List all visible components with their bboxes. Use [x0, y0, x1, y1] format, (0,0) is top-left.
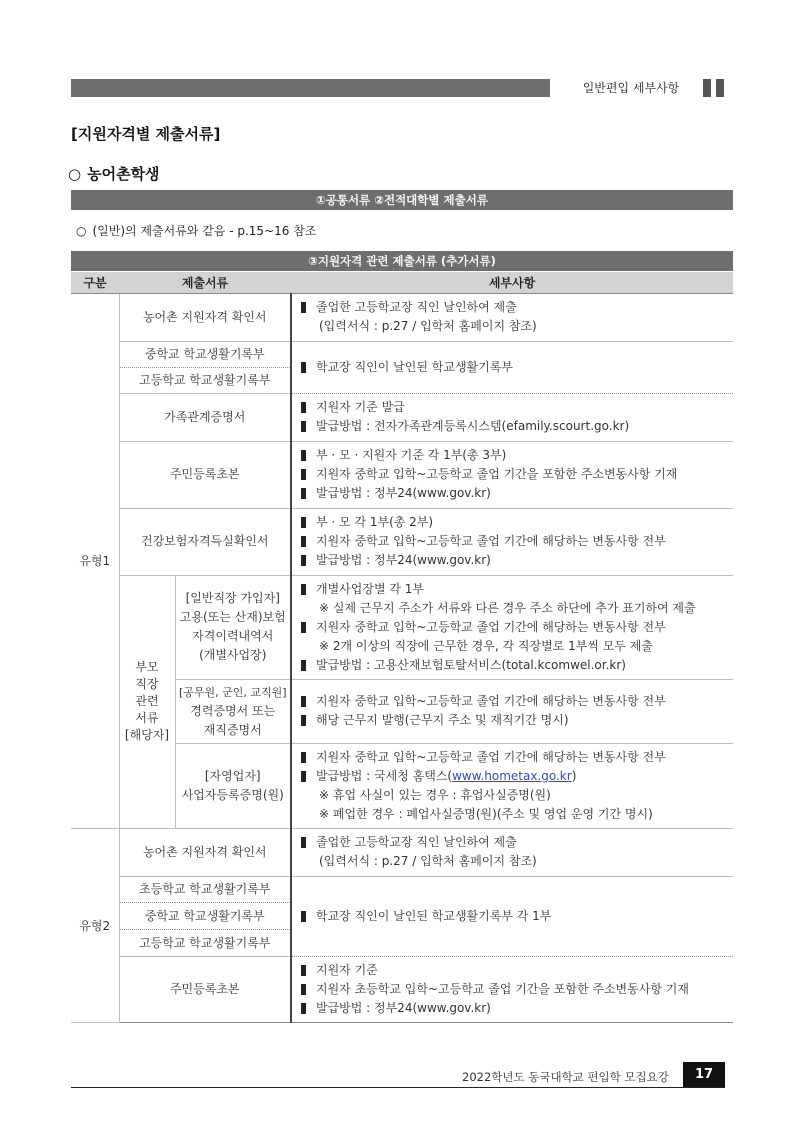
detail-cell: 지원자 기준 발급 발급방법 : 전자가족관계등록시스템(efamily.scourt.go.kr)	[291, 393, 733, 441]
table-row	[71, 393, 733, 441]
table-row	[71, 575, 733, 679]
detail-cell: 지원자 기준 지원자 초등학교 입학~고등학교 졸업 기간을 포함한 주소변동사항 기재 발급방법 : 정부24(www.gov.kr)	[291, 957, 733, 1023]
bullet-icon	[301, 752, 306, 763]
hometax-link[interactable]: www.hometax.go.kr	[452, 768, 572, 783]
detail-cell: 부 · 모 각 1부(총 2부) 지원자 중학교 입학~고등학교 졸업 기간에 해당하는 변동사항 전부 발급방법 : 정부24(www.gov.kr)	[291, 508, 733, 575]
bullet-icon	[301, 488, 306, 499]
bullet-icon	[301, 965, 306, 976]
table-row	[71, 441, 733, 508]
bullet-icon	[301, 302, 306, 313]
table-header-row	[71, 272, 733, 293]
doc-cell: 중학교 학교생활기록부	[119, 903, 291, 930]
circle-marker-icon: ○	[68, 165, 82, 183]
detail-cell: 지원자 중학교 입학~고등학교 졸업 기간에 해당하는 변동사항 전부 해당 근무지 발행(근무지 주소 및 재직기간 명시)	[291, 679, 733, 743]
detail-cell: 지원자 중학교 입학~고등학교 졸업 기간에 해당하는 변동사항 전부 발급방법 : 국세청 홈택스(www.hometax.go.kr) ※ 휴업 사실이 있는 경우 : 휴업사실증명(원) ※ 폐업한 경우 : 폐업사실증명(원)(주소 및 영업 운영 기간 명시)	[291, 743, 733, 828]
header-bar	[71, 79, 725, 97]
extra-docs-bar: ③지원자격 관련 제출서류 (추가서류)	[71, 251, 733, 271]
bullet-icon	[301, 771, 306, 782]
bullet-icon	[301, 555, 306, 566]
doc-cell: [자영업자] 사업자등록증명(원)	[175, 743, 291, 828]
table-row	[71, 508, 733, 575]
bullet-icon	[301, 517, 306, 528]
header-gubun: 구분	[71, 272, 119, 293]
bullet-icon	[301, 911, 306, 922]
table-row	[71, 957, 733, 1023]
table-row	[71, 877, 733, 903]
note-line	[76, 222, 316, 239]
header-dark-strip	[71, 79, 550, 97]
bullet-icon	[301, 402, 306, 413]
header-docs: 제출서류	[119, 272, 291, 293]
detail-cell: 부 · 모 · 지원자 기준 각 1부(총 3부) 지원자 중학교 입학~고등학교 졸업 기간을 포함한 주소변동사항 기재 발급방법 : 정부24(www.gov.kr)	[291, 441, 733, 508]
doc-cell: 고등학교 학교생활기록부	[119, 930, 291, 957]
parent-job-docs-label: 부모 직장 관련 서류 [해당자]	[119, 575, 175, 829]
footer-divider	[71, 1087, 725, 1088]
bullet-icon	[301, 536, 306, 547]
detail-cell: 개별사업장별 각 1부 ※ 실제 근무지 주소가 서류와 다른 경우 주소 하단에 추가 표기하여 제출 지원자 중학교 입학~고등학교 졸업 기간에 해당하는 변동사항 전부 ※ 2개 이상의 직장에 근무한 경우, 각 직장별로 1부씩 모두 제출 발급방법 : 고용산재보험토탈서비스(total.kcomwel.or.kr)	[291, 575, 733, 679]
bullet-icon	[301, 660, 306, 671]
doc-cell: 중학교 학교생활기록부	[119, 341, 291, 367]
bullet-icon	[301, 715, 306, 726]
detail-cell: 졸업한 고등학교장 직인 날인하여 제출 (입력서식 : p.27 / 입학처 홈페이지 참조)	[291, 829, 733, 877]
detail-cell: 학교장 직인이 날인된 학교생활기록부	[291, 341, 733, 393]
doc-cell: 주민등록초본	[119, 957, 291, 1023]
page-number: 17	[683, 1062, 725, 1088]
bullet-icon	[301, 421, 306, 432]
bullet-icon	[301, 469, 306, 480]
header-block-2	[716, 79, 724, 97]
footer-text: 2022학년도 동국대학교 편입학 모집요강	[462, 1070, 669, 1084]
doc-cell: 농어촌 지원자격 확인서	[119, 829, 291, 877]
common-docs-bar: ①공통서류 ②전적대학별 제출서류	[71, 190, 733, 210]
header-label: 일반편입 세부사항	[582, 81, 680, 95]
header-detail: 세부사항	[291, 272, 733, 293]
doc-cell: 건강보험자격득실확인서	[119, 508, 291, 575]
bullet-icon	[301, 622, 306, 633]
detail-cell: 졸업한 고등학교장 직인 날인하여 제출 (입력서식 : p.27 / 입학처 홈페이지 참조)	[291, 293, 733, 341]
bullet-icon	[301, 584, 306, 595]
doc-cell: [공무원, 군인, 교직원] 경력증명서 또는 재직증명서	[175, 679, 291, 743]
sub-title-text: 농어촌학생	[87, 165, 160, 183]
type1-label: 유형1	[71, 293, 119, 829]
bullet-icon	[301, 450, 306, 461]
doc-cell: 농어촌 지원자격 확인서	[119, 293, 291, 341]
detail-cell: 학교장 직인이 날인된 학교생활기록부 각 1부	[291, 877, 733, 957]
header-block-1	[703, 79, 711, 97]
table-row	[71, 293, 733, 341]
table-row	[71, 341, 733, 367]
type2-label: 유형2	[71, 829, 119, 1023]
documents-table	[71, 272, 733, 1023]
note-text: (일반)의 제출서류와 같음 - p.15~16 참조	[92, 224, 317, 238]
bullet-icon	[301, 362, 306, 373]
doc-cell: 가족관계증명서	[119, 393, 291, 441]
bullet-icon	[301, 696, 306, 707]
section-title: [지원자격별 제출서류]	[71, 125, 221, 143]
doc-cell: 주민등록초본	[119, 441, 291, 508]
bullet-icon	[301, 984, 306, 995]
circle-marker-icon: ○	[76, 224, 87, 238]
doc-cell: [일반직장 가입자] 고용(또는 산재)보험 자격이력내역서 (개별사업장)	[175, 575, 291, 679]
sub-title	[68, 163, 160, 184]
doc-cell: 초등학교 학교생활기록부	[119, 877, 291, 903]
doc-cell: 고등학교 학교생활기록부	[119, 367, 291, 393]
bullet-icon	[301, 1003, 306, 1014]
bullet-icon	[301, 837, 306, 848]
table-row	[71, 829, 733, 877]
